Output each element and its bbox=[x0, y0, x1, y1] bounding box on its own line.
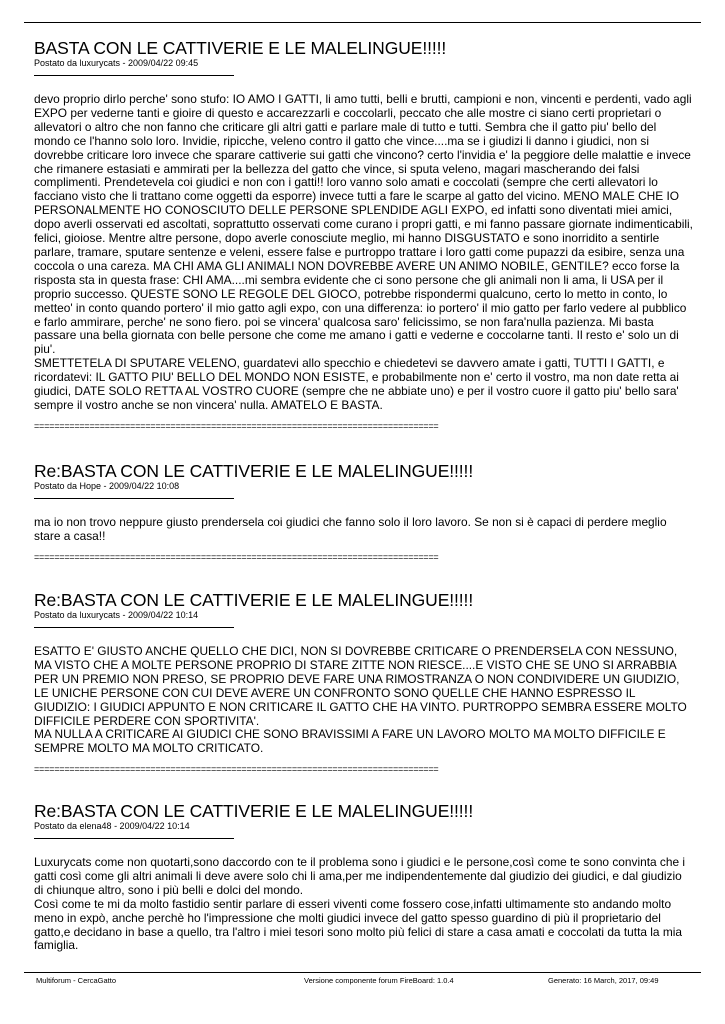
post-meta: Postato da elena48 - 2009/04/22 10:14 bbox=[34, 821, 190, 831]
meta-rule bbox=[34, 838, 234, 839]
meta-rule bbox=[34, 75, 234, 76]
post-separator: ================================================================================ bbox=[34, 551, 439, 562]
post-body bbox=[34, 516, 694, 544]
post-body bbox=[34, 93, 694, 413]
post-body bbox=[34, 856, 694, 953]
post-paragraph: ESATTO E' GIUSTO ANCHE QUELLO CHE DICI, NON SI DOVREBBE CRITICARE O PRENDERSELA CON NESSUNO, MA VISTO CHE A MOLTE PERSONE PROPRIO DI STARE ZITTE NON RIESCE....E VISTO CHE SE UNO SI ARRABBIA PER UN PREMIO NON PRESO, SE PROPRIO DEVE FARE UNA RIMOSTRANZA O NON CONDIVIDERE UN GIUDIZIO, LE UNICHE PERSONE CON CUI DEVE AVERE UN CONFRONTO SONO QUELLE CHE HANNO ESPRESSO IL GIUDIZIO: I GIUDICI APPUNTO E NON CRITICARE IL GATTO CHE HA VINTO. PURTROPPO SEMBRA ESSERE MOLTO DIFFICILE PERDERE CON SPORTIVITA'. bbox=[34, 644, 687, 728]
meta-rule bbox=[34, 498, 234, 499]
post-title: BASTA CON LE CATTIVERIE E LE MALELINGUE!!!!! bbox=[34, 38, 447, 58]
post-title: Re:BASTA CON LE CATTIVERIE E LE MALELINGUE!!!!! bbox=[34, 590, 474, 610]
post-meta: Postato da luxurycats - 2009/04/22 10:14 bbox=[34, 610, 199, 620]
post-paragraph: Così come te mi da molto fastidio sentir parlare di esseri viventi come fossero cose,infatti ultimamente sto andando molto meno in expò, anche perchè ho l'impressione che molti giudici invece del gatto spesso guardino di più il proprietario del gatto,e decidano in base a quello, tra l'altro i miei tesori sono molto più felici di stare a casa amati e coccolati da tutta la mia famiglia. bbox=[34, 896, 683, 953]
forum-post bbox=[34, 461, 694, 563]
post-title: Re:BASTA CON LE CATTIVERIE E LE MALELINGUE!!!!! bbox=[34, 801, 474, 821]
footer-generated: Generato: 16 March, 2017, 09:49 bbox=[548, 976, 659, 985]
footer-site-name: Multiforum - CercaGatto bbox=[36, 976, 117, 985]
post-paragraph: ma io non trovo neppure giusto prendersela coi giudici che fanno solo il loro lavoro. Se non si è capaci di perdere meglio stare a casa!! bbox=[34, 515, 667, 543]
forum-post bbox=[34, 38, 694, 432]
footer-rule bbox=[24, 972, 701, 973]
meta-rule bbox=[34, 627, 234, 628]
footer-version: Versione componente forum FireBoard: 1.0.4 bbox=[304, 976, 454, 985]
top-rule bbox=[24, 22, 701, 23]
post-title: Re:BASTA CON LE CATTIVERIE E LE MALELINGUE!!!!! bbox=[34, 461, 474, 481]
post-separator: ================================================================================ bbox=[34, 764, 439, 775]
post-paragraph: Luxurycats come non quotarti,sono daccordo con te il problema sono i giudici e le persone,così come te sono convinta che i gatti così come gli altri animali li deve avere solo chi li ama,per me indipendentemente dal giudizio dei giudici, e dal giudizio di chiunque altro, sono i più belli e dolci del mondo. bbox=[34, 855, 686, 897]
post-body bbox=[34, 645, 694, 756]
forum-post bbox=[34, 801, 694, 953]
post-paragraph: devo proprio dirlo perche' sono stufo: IO AMO I GATTI, li amo tutti, belli e brutti, campioni e non, vincenti e perdenti, vado agli EXPO per vederne tanti e gioire di questo e accarezzarli e coccolarli, peccato che alle mostre ci siano certi proprietari o allevatori o altro che non fanno che criticare gli altri gatti e parlare male di tutto e tutti. Sembra che il gatto piu' bello del mondo ce l'hanno solo loro. Invidie, ripicche, veleno contro il gatto che vince....ma se i giudizi li danno i giudici, non si dovrebbe criticare loro invece che sparare cattiverie sui gatti che vincono? certo l'invidia e' la peggiore delle malattie e invece che rimanere estasiati e ammirati per la bellezza del gatto che vince, si sputa veleno, magari mascherando dei falsi complimenti. Prendetevela coi giudici e non con i gatti!! loro vanno solo amati e coccolati (sempre che certi allevatori lo facciano visto che li trattano come oggetti da esporre) invece tutti a fare le scarpe al gatto del vicino. MENO MALE CHE IO PERSONALMENTE HO CONOSCIUTO DELLE PERSONE SPLENDIDE AGLI EXPO, ed infatti sono diventati miei amici, dopo averli osservati ed ascoltati, soprattutto osservati come curano i propri gatti, e mi fanno passare giornate indimenticabili, felici, gioiose. Mentre altre persone, dopo averle conosciute meglio, mi hanno DISGUSTATO e sono inorridito a sentirle parlare, tramare, sputare sentenze e veleni, essere false e purtroppo trattare i loro gatti come pupazzi da esibire, senza una coccola o una careza. MA CHI AMA GLI ANIMALI NON DOVREBBE AVERE UN ANIMO NOBILE, GENTILE? ecco forse la risposta sta in questa frase: CHI AMA....mi sembra evidente che ci sono persone che gli animali non li ama, li USA per il proprio successo. QUESTE SONO LE REGOLE DEL GIOCO, potrebbe rispondermi qualcuno, certo lo metto in conto, lo metteo' in conto quando portero' il mio gatto agli expo, con una differenza: io portero' il mio gatto per farlo vedere al pubblico e farlo ammirare, perche' ne sono fiero. poi se vincera' qualcosa saro' felicissimo, se non fara'nulla pazienza. Mi basta passare una bella giornata con belle persone che come me amano i gatti e vederne e coccolarne tanti. Il resto e' solo un di piu'. bbox=[34, 92, 693, 357]
post-paragraph: MA NULLA A CRITICARE AI GIUDICI CHE SONO BRAVISSIMI A FARE UN LAVORO MOLTO MA MOLTO DIFFICILE E SEMPRE MOLTO MA MOLTO CRITICATO. bbox=[34, 727, 666, 756]
post-meta: Postato da luxurycats - 2009/04/22 09:45 bbox=[34, 58, 199, 68]
post-separator: ================================================================================ bbox=[34, 420, 439, 431]
post-meta: Postato da Hope - 2009/04/22 10:08 bbox=[34, 481, 180, 491]
forum-post bbox=[34, 590, 694, 775]
post-paragraph: SMETTETELA DI SPUTARE VELENO, guardatevi allo specchio e chiedetevi se davvero amate i gatti, TUTTI I GATTI, e ricordatevi: IL GATTO PIU' BELLO DEL MONDO NON ESISTE, e probabilmente non e' certo il vostro, ma non date retta ai giudici, DATE SOLO RETTA AL VOSTRO CUORE (sempre che ne abbiate uno) e per il vostro cuore il gatto piu' bello sara' sempre il vostro anche se non vincera' nulla. AMATELO E BASTA. bbox=[34, 356, 679, 412]
